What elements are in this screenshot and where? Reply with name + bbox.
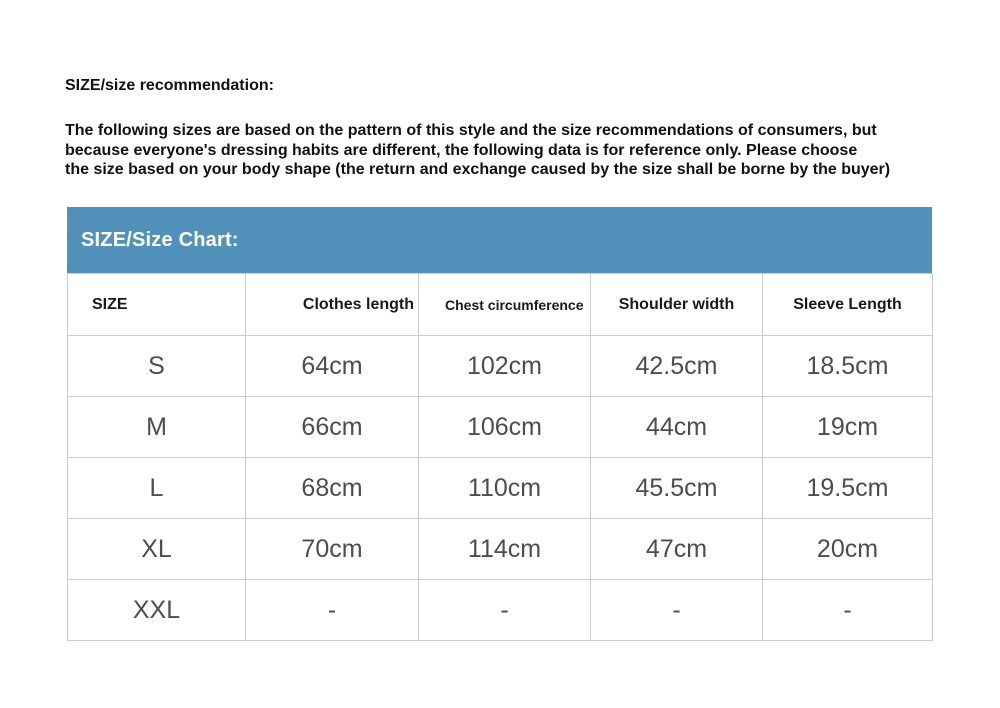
size-cell: XL	[68, 519, 246, 580]
value-cell: -	[763, 580, 933, 641]
value-cell: 110cm	[419, 458, 591, 519]
value-cell: 44cm	[591, 397, 763, 458]
table-row	[68, 458, 933, 519]
value-cell: -	[419, 580, 591, 641]
table-header-row	[68, 274, 933, 336]
value-cell: 102cm	[419, 336, 591, 397]
table-row	[68, 519, 933, 580]
value-cell: 20cm	[763, 519, 933, 580]
column-header-clothes-length: Clothes length	[246, 274, 419, 336]
disclaimer-line: The following sizes are based on the pattern of this style and the size recommendations of consumers, but	[65, 122, 877, 139]
value-cell: 64cm	[246, 336, 419, 397]
size-cell: XXL	[68, 580, 246, 641]
column-header-size: SIZE	[68, 274, 246, 336]
value-cell: 114cm	[419, 519, 591, 580]
value-cell: 70cm	[246, 519, 419, 580]
value-cell: 68cm	[246, 458, 419, 519]
size-cell: M	[68, 397, 246, 458]
disclaimer-line: the size based on your body shape (the return and exchange caused by the size shall be borne by the buyer)	[65, 161, 891, 178]
size-cell: S	[68, 336, 246, 397]
value-cell: -	[591, 580, 763, 641]
column-header-sleeve-length: Sleeve Length	[763, 274, 933, 336]
table-row	[68, 336, 933, 397]
value-cell: 19.5cm	[763, 458, 933, 519]
value-cell: 66cm	[246, 397, 419, 458]
size-chart-title: SIZE/Size Chart:	[81, 228, 239, 251]
size-chart-title-bar	[67, 207, 932, 273]
disclaimer-line: because everyone's dressing habits are different, the following data is for reference only. Please choose	[65, 141, 858, 159]
size-cell: L	[68, 458, 246, 519]
value-cell: 19cm	[763, 397, 933, 458]
size-recommendation-heading: SIZE/size recommendation:	[65, 77, 274, 94]
column-header-shoulder-width: Shoulder width	[591, 274, 763, 336]
value-cell: 45.5cm	[591, 458, 763, 519]
value-cell: 106cm	[419, 397, 591, 458]
value-cell: -	[246, 580, 419, 641]
size-chart-table	[67, 273, 933, 641]
value-cell: 18.5cm	[763, 336, 933, 397]
value-cell: 42.5cm	[591, 336, 763, 397]
size-disclaimer-paragraph	[65, 121, 950, 180]
column-header-chest-circumference: Chest circumference	[419, 274, 591, 336]
table-row	[68, 580, 933, 641]
value-cell: 47cm	[591, 519, 763, 580]
table-row	[68, 397, 933, 458]
